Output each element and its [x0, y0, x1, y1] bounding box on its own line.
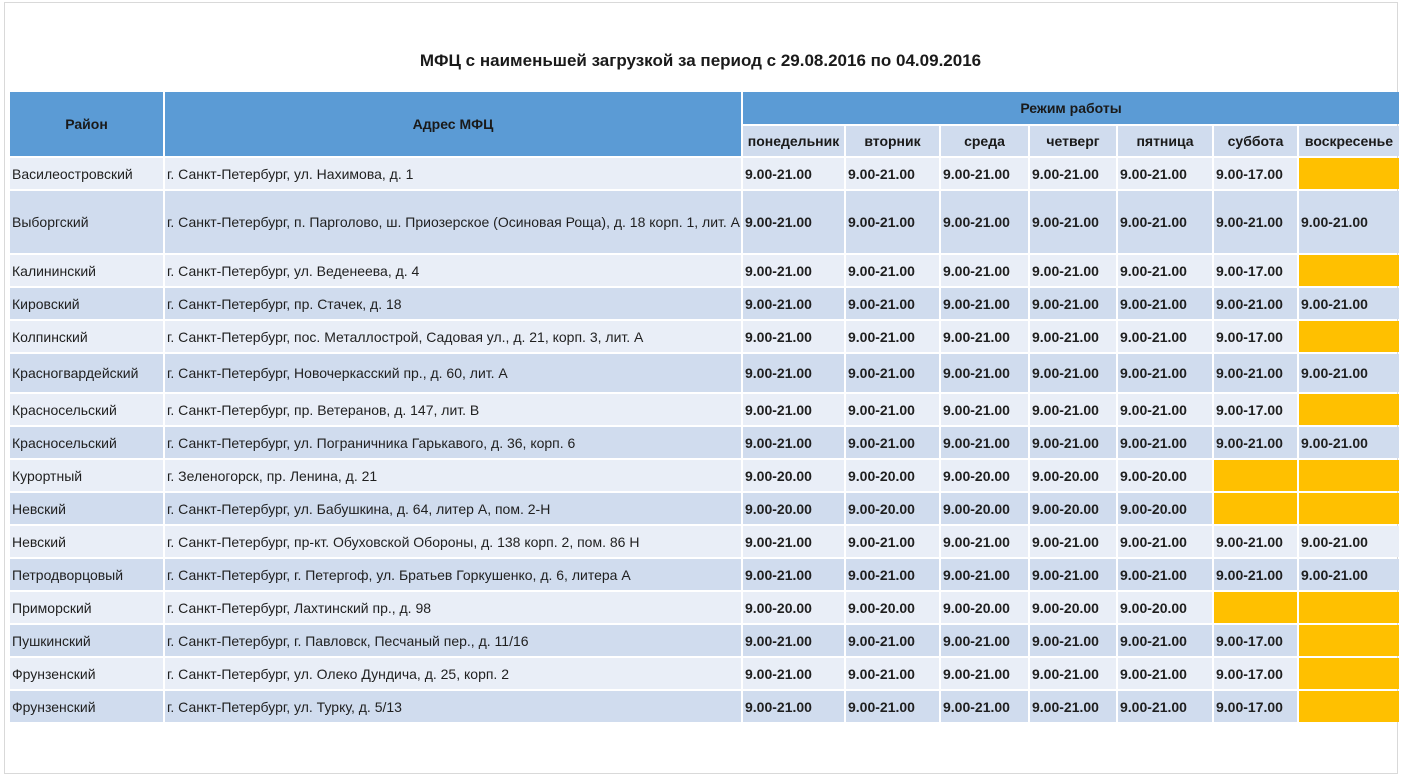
table-row	[10, 526, 1399, 557]
header-day-mon: понедельник	[743, 126, 844, 156]
hours-cell: 9.00-21.00	[743, 394, 844, 425]
hours-cell: 9.00-21.00	[1299, 526, 1399, 557]
hours-cell: 9.00-21.00	[743, 321, 844, 352]
table-row	[10, 255, 1399, 286]
hours-cell: 9.00-20.00	[941, 493, 1028, 524]
hours-cell: 9.00-21.00	[1214, 288, 1297, 319]
hours-cell: 9.00-21.00	[743, 427, 844, 458]
hours-cell: 9.00-21.00	[846, 526, 939, 557]
hours-cell: 9.00-21.00	[941, 255, 1028, 286]
hours-cell: 9.00-20.00	[1030, 592, 1116, 623]
address-cell: г. Санкт-Петербург, ул. Олеко Дундича, д. 25, корп. 2	[165, 658, 741, 689]
hours-cell: 9.00-21.00	[941, 691, 1028, 722]
hours-cell: 9.00-21.00	[846, 288, 939, 319]
table-row	[10, 321, 1399, 352]
hours-cell: 9.00-21.00	[1030, 394, 1116, 425]
address-cell: г. Санкт-Петербург, ул. Нахимова, д. 1	[165, 158, 741, 189]
hours-cell: 9.00-21.00	[743, 559, 844, 590]
address-cell: г. Санкт-Петербург, пр. Ветеранов, д. 147, лит. В	[165, 394, 741, 425]
hours-cell: 9.00-21.00	[1030, 158, 1116, 189]
closed-day-cell	[1299, 255, 1399, 286]
district-cell: Кировский	[10, 288, 163, 319]
closed-day-cell	[1299, 493, 1399, 524]
hours-cell: 9.00-21.00	[1214, 559, 1297, 590]
district-cell: Выборгский	[10, 191, 163, 253]
closed-day-cell	[1299, 658, 1399, 689]
header-day-sat: суббота	[1214, 126, 1297, 156]
closed-day-cell	[1299, 394, 1399, 425]
hours-cell: 9.00-20.00	[1118, 592, 1212, 623]
hours-cell: 9.00-20.00	[941, 460, 1028, 491]
district-cell: Калининский	[10, 255, 163, 286]
table-row	[10, 625, 1399, 656]
hours-cell: 9.00-20.00	[743, 460, 844, 491]
hours-cell: 9.00-21.00	[1030, 625, 1116, 656]
district-cell: Колпинский	[10, 321, 163, 352]
header-day-thu: четверг	[1030, 126, 1116, 156]
hours-cell: 9.00-21.00	[743, 526, 844, 557]
hours-cell: 9.00-21.00	[1214, 427, 1297, 458]
table-row	[10, 354, 1399, 392]
page-title: МФЦ с наименьшей загрузкой за период с 29.08.2016 по 04.09.2016	[419, 51, 982, 70]
hours-cell: 9.00-21.00	[1030, 354, 1116, 392]
hours-cell: 9.00-17.00	[1214, 691, 1297, 722]
hours-cell: 9.00-21.00	[1030, 321, 1116, 352]
closed-day-cell	[1299, 321, 1399, 352]
hours-cell: 9.00-17.00	[1214, 321, 1297, 352]
address-cell: г. Санкт-Петербург, Новочеркасский пр., д. 60, лит. А	[165, 354, 741, 392]
hours-cell: 9.00-21.00	[1118, 658, 1212, 689]
hours-cell: 9.00-21.00	[1030, 691, 1116, 722]
hours-cell: 9.00-21.00	[743, 158, 844, 189]
hours-cell: 9.00-21.00	[743, 191, 844, 253]
header-day-wed: среда	[941, 126, 1028, 156]
hours-cell: 9.00-21.00	[1118, 321, 1212, 352]
hours-cell: 9.00-20.00	[743, 592, 844, 623]
hours-cell: 9.00-21.00	[1030, 427, 1116, 458]
district-cell: Красносельский	[10, 394, 163, 425]
hours-cell: 9.00-21.00	[1030, 191, 1116, 253]
hours-cell: 9.00-21.00	[846, 427, 939, 458]
hours-cell: 9.00-21.00	[846, 321, 939, 352]
address-cell: г. Санкт-Петербург, п. Парголово, ш. Приозерское (Осиновая Роща), д. 18 корп. 1, лит. А	[165, 191, 741, 253]
closed-day-cell	[1214, 460, 1297, 491]
hours-cell: 9.00-21.00	[846, 658, 939, 689]
hours-cell: 9.00-21.00	[1299, 191, 1399, 253]
district-cell: Фрунзенский	[10, 691, 163, 722]
district-cell: Красносельский	[10, 427, 163, 458]
hours-cell: 9.00-21.00	[846, 158, 939, 189]
hours-cell: 9.00-21.00	[743, 288, 844, 319]
hours-cell: 9.00-21.00	[1030, 288, 1116, 319]
hours-cell: 9.00-20.00	[743, 493, 844, 524]
table-row	[10, 592, 1399, 623]
hours-cell: 9.00-21.00	[743, 658, 844, 689]
hours-cell: 9.00-21.00	[941, 191, 1028, 253]
table-row	[10, 191, 1399, 253]
hours-cell: 9.00-21.00	[1118, 526, 1212, 557]
hours-cell: 9.00-17.00	[1214, 394, 1297, 425]
hours-cell: 9.00-21.00	[1030, 559, 1116, 590]
hours-cell: 9.00-21.00	[941, 559, 1028, 590]
closed-day-cell	[1299, 691, 1399, 722]
hours-cell: 9.00-21.00	[1118, 255, 1212, 286]
hours-cell: 9.00-20.00	[941, 592, 1028, 623]
address-cell: г. Зеленогорск, пр. Ленина, д. 21	[165, 460, 741, 491]
hours-cell: 9.00-21.00	[846, 191, 939, 253]
header-district: Район	[10, 92, 163, 156]
hours-cell: 9.00-21.00	[1118, 394, 1212, 425]
hours-cell: 9.00-21.00	[1118, 625, 1212, 656]
hours-cell: 9.00-21.00	[1118, 191, 1212, 253]
hours-cell: 9.00-21.00	[743, 625, 844, 656]
hours-cell: 9.00-21.00	[1118, 427, 1212, 458]
hours-cell: 9.00-21.00	[1118, 158, 1212, 189]
header-day-tue: вторник	[846, 126, 939, 156]
address-cell: г. Санкт-Петербург, ул. Турку, д. 5/13	[165, 691, 741, 722]
district-cell: Василеостровский	[10, 158, 163, 189]
hours-cell: 9.00-21.00	[1299, 288, 1399, 319]
hours-cell: 9.00-20.00	[1030, 493, 1116, 524]
hours-cell: 9.00-21.00	[1299, 559, 1399, 590]
header-address: Адрес МФЦ	[165, 92, 741, 156]
closed-day-cell	[1299, 625, 1399, 656]
hours-cell: 9.00-17.00	[1214, 625, 1297, 656]
hours-cell: 9.00-21.00	[1118, 559, 1212, 590]
district-cell: Петродворцовый	[10, 559, 163, 590]
hours-cell: 9.00-21.00	[1030, 526, 1116, 557]
closed-day-cell	[1214, 592, 1297, 623]
address-cell: г. Санкт-Петербург, г. Петергоф, ул. Братьев Горкушенко, д. 6, литера А	[165, 559, 741, 590]
table-row	[10, 427, 1399, 458]
closed-day-cell	[1299, 158, 1399, 189]
hours-cell: 9.00-20.00	[846, 592, 939, 623]
hours-cell: 9.00-20.00	[1118, 460, 1212, 491]
table-body	[10, 158, 1399, 722]
table-row	[10, 493, 1399, 524]
hours-cell: 9.00-21.00	[941, 158, 1028, 189]
district-cell: Невский	[10, 526, 163, 557]
address-cell: г. Санкт-Петербург, ул. Пограничника Гарькавого, д. 36, корп. 6	[165, 427, 741, 458]
hours-cell: 9.00-21.00	[846, 691, 939, 722]
address-cell: г. Санкт-Петербург, ул. Бабушкина, д. 64, литер А, пом. 2-Н	[165, 493, 741, 524]
hours-cell: 9.00-17.00	[1214, 158, 1297, 189]
hours-cell: 9.00-21.00	[1030, 255, 1116, 286]
district-cell: Фрунзенский	[10, 658, 163, 689]
hours-cell: 9.00-20.00	[846, 493, 939, 524]
district-cell: Курортный	[10, 460, 163, 491]
hours-cell: 9.00-21.00	[846, 559, 939, 590]
hours-cell: 9.00-21.00	[846, 255, 939, 286]
hours-cell: 9.00-21.00	[941, 321, 1028, 352]
table-row	[10, 394, 1399, 425]
hours-cell: 9.00-21.00	[941, 427, 1028, 458]
hours-cell: 9.00-21.00	[941, 625, 1028, 656]
header-day-fri: пятница	[1118, 126, 1212, 156]
address-cell: г. Санкт-Петербург, пр. Стачек, д. 18	[165, 288, 741, 319]
hours-cell: 9.00-21.00	[1299, 354, 1399, 392]
hours-cell: 9.00-21.00	[1118, 354, 1212, 392]
hours-cell: 9.00-17.00	[1214, 658, 1297, 689]
hours-cell: 9.00-21.00	[743, 255, 844, 286]
closed-day-cell	[1214, 493, 1297, 524]
hours-cell: 9.00-21.00	[1214, 191, 1297, 253]
district-cell: Красногвардейский	[10, 354, 163, 392]
hours-cell: 9.00-21.00	[941, 526, 1028, 557]
hours-cell: 9.00-21.00	[1214, 354, 1297, 392]
address-cell: г. Санкт-Петербург, г. Павловск, Песчаный пер., д. 11/16	[165, 625, 741, 656]
hours-cell: 9.00-21.00	[1030, 658, 1116, 689]
hours-cell: 9.00-21.00	[941, 658, 1028, 689]
hours-cell: 9.00-21.00	[1214, 526, 1297, 557]
hours-cell: 9.00-21.00	[846, 354, 939, 392]
hours-cell: 9.00-21.00	[941, 288, 1028, 319]
hours-cell: 9.00-20.00	[1030, 460, 1116, 491]
address-cell: г. Санкт-Петербург, пос. Металлострой, Садовая ул., д. 21, корп. 3, лит. А	[165, 321, 741, 352]
address-cell: г. Санкт-Петербург, Лахтинский пр., д. 98	[165, 592, 741, 623]
address-cell: г. Санкт-Петербург, пр-кт. Обуховской Обороны, д. 138 корп. 2, пом. 86 Н	[165, 526, 741, 557]
hours-cell: 9.00-21.00	[743, 354, 844, 392]
table-row	[10, 691, 1399, 722]
table-row	[10, 559, 1399, 590]
table-row	[10, 460, 1399, 491]
hours-cell: 9.00-21.00	[1118, 288, 1212, 319]
address-cell: г. Санкт-Петербург, ул. Веденеева, д. 4	[165, 255, 741, 286]
hours-cell: 9.00-17.00	[1214, 255, 1297, 286]
hours-cell: 9.00-21.00	[1118, 691, 1212, 722]
header-day-sun: воскресенье	[1299, 126, 1399, 156]
hours-cell: 9.00-21.00	[941, 394, 1028, 425]
table-row	[10, 658, 1399, 689]
closed-day-cell	[1299, 460, 1399, 491]
header-schedule: Режим работы	[743, 92, 1399, 124]
hours-cell: 9.00-21.00	[846, 625, 939, 656]
hours-cell: 9.00-20.00	[1118, 493, 1212, 524]
schedule-table	[8, 90, 1401, 724]
table-row	[10, 288, 1399, 319]
table-row	[10, 158, 1399, 189]
district-cell: Приморский	[10, 592, 163, 623]
hours-cell: 9.00-21.00	[743, 691, 844, 722]
district-cell: Невский	[10, 493, 163, 524]
hours-cell: 9.00-21.00	[846, 394, 939, 425]
closed-day-cell	[1299, 592, 1399, 623]
hours-cell: 9.00-21.00	[1299, 427, 1399, 458]
hours-cell: 9.00-21.00	[941, 354, 1028, 392]
hours-cell: 9.00-20.00	[846, 460, 939, 491]
district-cell: Пушкинский	[10, 625, 163, 656]
